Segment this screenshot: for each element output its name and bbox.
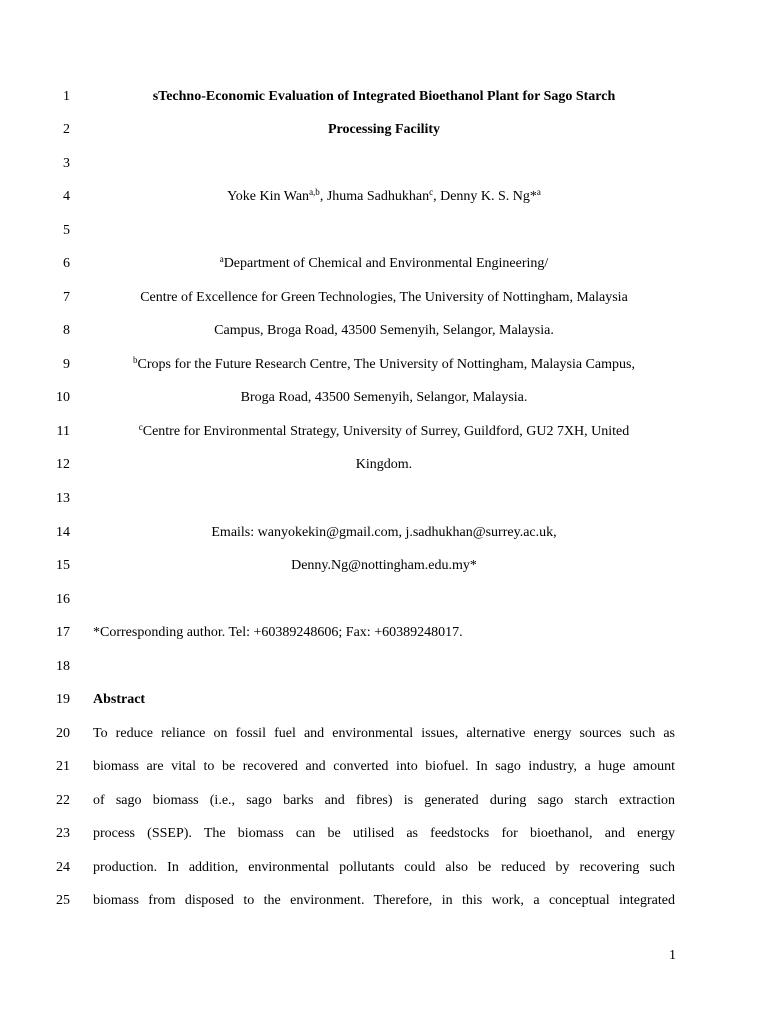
line-number: 17 — [56, 625, 70, 640]
line-number: 4 — [63, 189, 70, 204]
line-number: 12 — [56, 457, 70, 472]
abstract-line: process (SSEP). The biomass can be utilised as feedstocks for bioethanol, and energy — [93, 826, 675, 841]
author-line — [93, 188, 675, 206]
affiliation-mark: c — [138, 422, 143, 432]
line-number: 22 — [56, 793, 70, 808]
affiliation-a-line-1 — [93, 255, 675, 273]
title-line-1: sTechno-Economic Evaluation of Integrated Bioethanol Plant for Sago Starch — [152, 89, 616, 104]
affiliation-mark: b — [133, 355, 138, 365]
corresponding-author: *Corresponding author. Tel: +60389248606; Fax: +60389248017. — [93, 625, 463, 640]
title-line-2: Processing Facility — [327, 122, 441, 137]
line-number: 23 — [56, 826, 70, 841]
line-number: 14 — [56, 525, 70, 540]
line-number: 8 — [63, 323, 70, 338]
affiliation-a-line-3: Campus, Broga Road, 43500 Semenyih, Selangor, Malaysia. — [214, 323, 554, 338]
affiliation-text: Department of Chemical and Environmental Engineering/ — [223, 256, 549, 271]
line-number: 6 — [63, 256, 70, 271]
page-number: 1 — [669, 948, 676, 963]
emails-line-2: Denny.Ng@nottingham.edu.my* — [291, 558, 477, 573]
affiliation-a-line-2: Centre of Excellence for Green Technologies, The University of Nottingham, Malaysia — [140, 290, 628, 305]
line-number: 1 — [63, 89, 70, 104]
line-number: 15 — [56, 558, 70, 573]
abstract-line: of sago biomass (i.e., sago barks and fibres) is generated during sago starch extraction — [93, 793, 675, 808]
abstract-line: biomass from disposed to the environment. Therefore, in this work, a conceptual integrated — [93, 893, 675, 908]
author-affiliation-mark: a — [536, 187, 541, 197]
line-number: 5 — [63, 223, 70, 238]
line-number: 13 — [56, 491, 70, 506]
affiliation-mark: a — [219, 254, 224, 264]
line-number: 18 — [56, 659, 70, 674]
line-number: 10 — [56, 390, 70, 405]
abstract-line: production. In addition, environmental pollutants could also be reduced by recovering such — [93, 860, 675, 875]
author-affiliation-mark: c — [429, 187, 434, 197]
abstract-line: To reduce reliance on fossil fuel and environmental issues, alternative energy sources such as — [93, 726, 675, 741]
line-number: 3 — [63, 156, 70, 171]
author-name: , Denny K. S. Ng* — [433, 189, 537, 204]
emails-line-1: Emails: wanyokekin@gmail.com, j.sadhukhan@surrey.ac.uk, — [211, 525, 557, 540]
affiliation-c-line-2: Kingdom. — [355, 457, 413, 472]
author-name: Yoke Kin Wan — [227, 189, 310, 204]
abstract-heading: Abstract — [93, 692, 146, 707]
line-number: 24 — [56, 860, 70, 875]
abstract-line: biomass are vital to be recovered and converted into biofuel. In sago industry, a huge amount — [93, 759, 675, 774]
line-number: 16 — [56, 592, 70, 607]
affiliation-b-line-2: Broga Road, 43500 Semenyih, Selangor, Malaysia. — [240, 390, 528, 405]
line-number: 9 — [63, 357, 70, 372]
line-number: 20 — [56, 726, 70, 741]
line-number: 19 — [56, 692, 70, 707]
affiliation-text: Centre for Environmental Strategy, University of Surrey, Guildford, GU2 7XH, United — [142, 424, 630, 439]
line-number: 7 — [63, 290, 70, 305]
line-number: 21 — [56, 759, 70, 774]
author-name: , Jhuma Sadhukhan — [319, 189, 430, 204]
author-affiliation-mark: a,b — [309, 187, 320, 197]
line-number: 11 — [56, 424, 70, 439]
affiliation-text: Crops for the Future Research Centre, The University of Nottingham, Malaysia Campus, — [137, 357, 635, 372]
line-number: 25 — [56, 893, 70, 908]
affiliation-b-line-1 — [93, 356, 675, 374]
line-number: 2 — [63, 122, 70, 137]
affiliation-c-line-1 — [93, 423, 675, 441]
